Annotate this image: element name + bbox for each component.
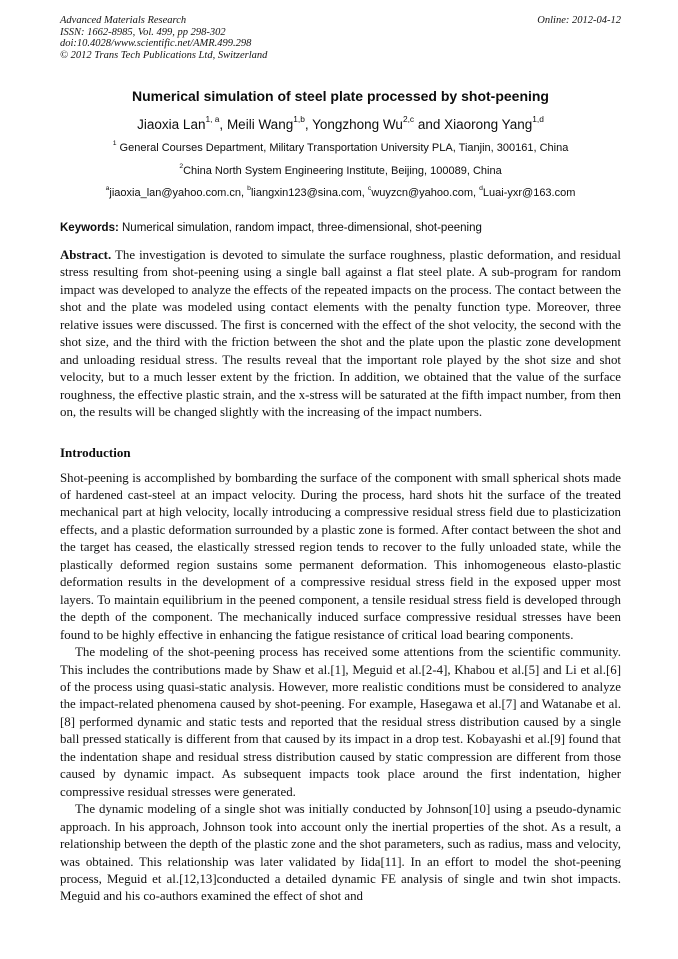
- paragraph: Shot-peening is accomplished by bombarding the surface of the component with small spherical shots made of hardened cast-steel at an impact velocity. During the process, hard shots hit the surface of the treated mechanical part at high velocity, locally introducing a compressive residual stress field due to plasticization effects, and a plastic deformation surrounded by a plastic zone is formed. After contact between the shot and the target has ceased, the elastically stressed region tends to recover to the fully unloaded state, while the plastically deformed region sustains some permanent deformation. This inhomogeneous elasto-plastic deformation results in the development of a compressive residual stress field in the exposed upper most layers. To maintain equilibrium in the peened component, a tensile residual stress field is developed through the depth of the component. The mechanically induced surface compressive residual stresses have been found to be highly effective in enhancing the fatigue resistance of critical load bearing components.: [60, 470, 621, 642]
- author-superscript: 1, a: [205, 114, 220, 125]
- paper-title: Numerical simulation of steel plate processed by shot-peening: [132, 88, 549, 104]
- author-email: [247, 187, 368, 199]
- email-superscript: d: [479, 185, 483, 193]
- author-superscript: 2,c: [402, 114, 415, 125]
- section-heading-introduction: Introduction: [60, 444, 131, 460]
- author-superscript: 1,d: [532, 114, 544, 125]
- author-line: [60, 114, 621, 132]
- author-name: Jiaoxia Lan: [137, 117, 206, 132]
- affiliation-superscript: 1: [112, 140, 117, 148]
- affiliation-superscript: 2: [179, 163, 184, 171]
- author-separator: ,: [304, 117, 313, 132]
- email-superscript: b: [247, 185, 251, 193]
- keywords-label: Keywords:: [60, 222, 119, 234]
- author-name: Xiaorong Yang: [444, 117, 533, 132]
- publisher-info: [60, 15, 267, 61]
- publisher-header: [60, 15, 621, 61]
- email-separator: ,: [361, 187, 368, 199]
- email-separator: ,: [472, 187, 480, 199]
- keywords-text: Numerical simulation, random impact, three-dimensional, shot-peening: [122, 222, 482, 234]
- paragraph: The dynamic modeling of a single shot was initially conducted by Johnson[10] using a pseudo-dynamic approach. In his approach, Johnson took into account only the inertial properties of the shot. As a result, a relationship between the depth of the plastic zone and the shot parameters, such as radius, mass and velocity, was obtained. This relationship was later validated by Iida[11]. In an effort to model the shot-peening process, Meguid et al.[12,13]conducted a detailed dynamic FE analysis of single and twin shot impacts. Meguid and his co-authors examined the effect of shot and: [60, 802, 621, 904]
- author-separator: and: [414, 117, 445, 132]
- author-name: Yongzhong Wu: [312, 117, 403, 132]
- email-line: [60, 187, 621, 199]
- doi-line: doi:10.4028/www.scientific.net/AMR.499.298: [60, 38, 252, 49]
- author-email: [368, 187, 479, 199]
- abstract: [60, 247, 621, 422]
- author-email: [106, 187, 248, 199]
- affiliation-text: China North System Engineering Institute, Beijing, 100089, China: [183, 165, 502, 177]
- email-superscript: a: [105, 185, 110, 193]
- author: [137, 114, 227, 132]
- keywords-line: [60, 222, 621, 234]
- online-date: Online: 2012-04-12: [537, 15, 621, 26]
- email-text: Luai-yxr@163.com: [482, 187, 576, 199]
- affiliation-line-1: [60, 142, 621, 154]
- paragraph: The modeling of the shot-peening process has received some attentions from the scientific community. This includes the contributions made by Shaw et al.[1], Meguid et al.[2-4], Khabou et al.[5] and Li et al.[6] of the process using quasi-static analysis. However, more realistic conditions must be considered to analyze the impact-related phenomena caused by shot-peening. For example, Hasegawa et al.[7] and Watanabe et al.[8] performed dynamic and static tests and reported that the residual stress distribution caused by a single ball pressed statically is different from that caused by its impact in a drop test. Kobayashi et al.[9] found that the indentation shape and residual stress distribution caused by static compression are different from those caused by dynamic impact. As subsequent impacts took place around the first indentation, higher compressive residual stresses were generated.: [60, 645, 621, 799]
- issn-line: ISSN: 1662-8985, Vol. 499, pp 298-302: [60, 26, 226, 38]
- email-separator: ,: [241, 187, 248, 199]
- abstract-label: Abstract.: [60, 248, 112, 262]
- author-email: [479, 187, 575, 199]
- copyright-line: © 2012 Trans Tech Publications Ltd, Switzerland: [60, 49, 268, 61]
- email-text: jiaoxia_lan@yahoo.com.cn: [109, 187, 242, 199]
- email-superscript: c: [367, 185, 372, 193]
- affiliation-text: General Courses Department, Military Transportation University PLA, Tianjin, 300161, China: [116, 142, 569, 154]
- author: [226, 114, 313, 132]
- journal-name: Advanced Materials Research: [60, 15, 187, 26]
- author-separator: ,: [219, 117, 227, 132]
- author-name: Meili Wang: [226, 117, 294, 132]
- affiliation-line-2: [60, 165, 621, 177]
- email-text: wuyzcn@yahoo.com: [371, 187, 473, 199]
- author: [444, 114, 544, 132]
- author-superscript: 1,b: [293, 114, 305, 125]
- author: [312, 114, 445, 132]
- email-text: liangxin123@sina.com: [250, 187, 362, 199]
- abstract-text: The investigation is devoted to simulate the surface roughness, plastic deformation, and residual stress resulting from shot-peening using a single ball against a flat steel plate. A sub-program for random impact was developed to analyze the effects of the repeated impacts on the process. The contact between the shot and the plate was modeled using contact elements with the penalty function type. Moreover, three relative issues were discussed. The first is concerned with the effect of the shot velocity, the second with the shot size, and the third with the friction between the shot and the plate upon the plastic zone development and unloading residual stress. The results reveal that the important role played by the shot size and shot velocity, but to a much lesser extent by the friction. In addition, we obtained that the value of the surface roughness, the effective plastic strain, and the x-stress will be saturated at the fifth impact number, from then on, the results will be changed slightly with the increasing of the impact numbers.: [60, 248, 621, 420]
